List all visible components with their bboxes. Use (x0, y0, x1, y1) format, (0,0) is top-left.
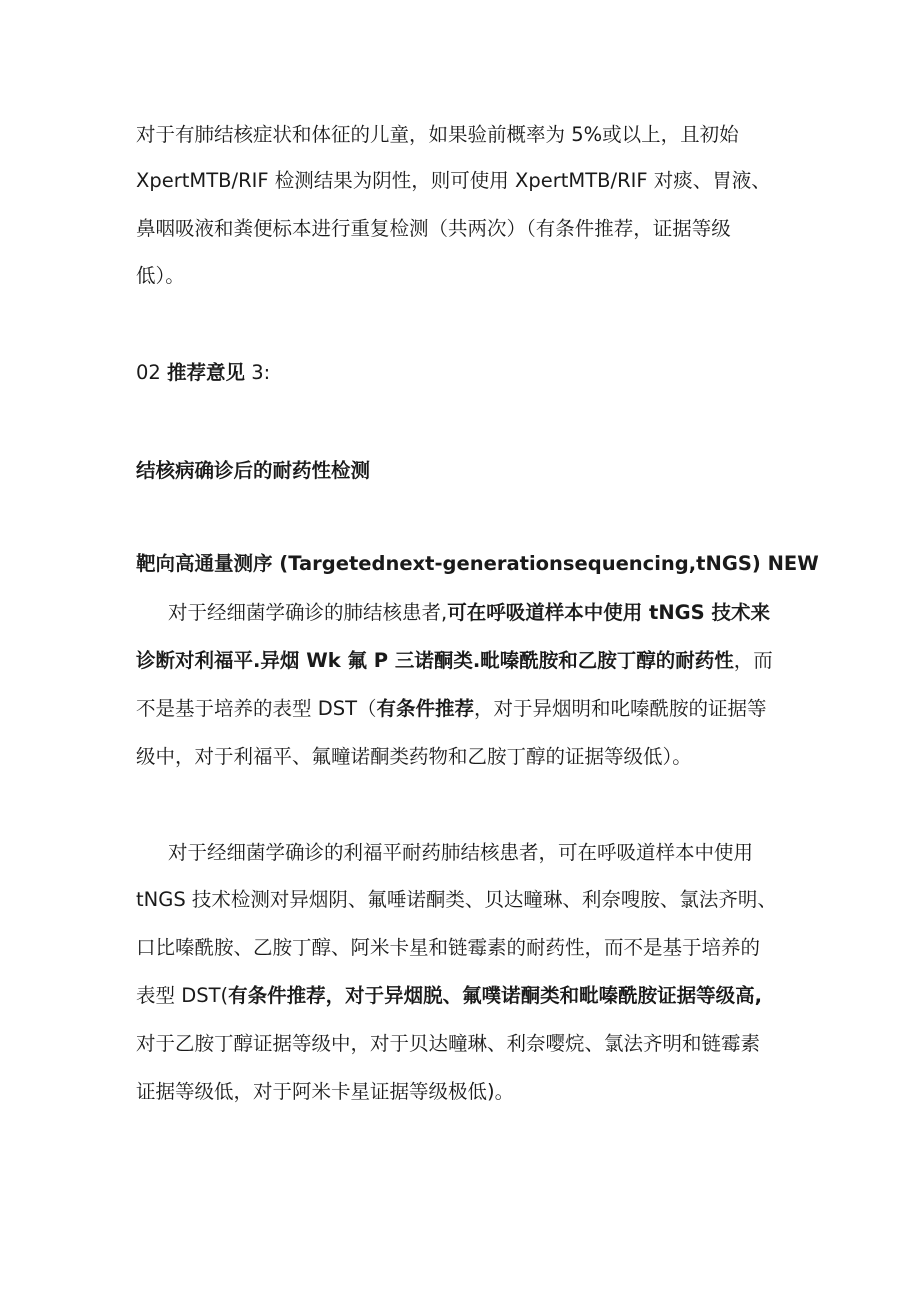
para1-line-1: 对于有肺结核症状和体征的儿童，如果验前概率为 5%或以上，且初始 (136, 123, 739, 146)
para3-line-6: 证据等级低，对于阿米卡星证据等级极低)。 (136, 1080, 515, 1103)
para3-line-5: 对于乙胺丁醇证据等级中，对于贝达疃琳、利奈嘤烷、氯法齐明和链霉素 (136, 1032, 761, 1055)
para3-line-2: tNGS 技术检测对异烟阴、氟唾诺酮类、贝达疃琳、利奈嗖胺、氯法齐明、 (136, 888, 777, 911)
para3-line-3: 口比嗪酰胺、乙胺丁醇、阿米卡星和链霉素的耐药性，而不是基于培养的 (136, 936, 761, 959)
para3-l4-bold: 有条件推荐，对于异烟脱、氟噗诺酮类和毗嗪酰胺证据等级高, (228, 984, 763, 1007)
rec3-suffix: 3: (245, 361, 271, 384)
recommendation-3-heading (136, 358, 270, 388)
para2-l1-bold: 可在呼吸道样本中使用 tNGS 技术来 (447, 601, 770, 624)
tngs-heading: 靶向高通量测序 (Targetednext-generationsequencing,tNGS) NEW (136, 552, 819, 575)
para3-line-1: 对于经细菌学确诊的利福平耐药肺结核患者，可在呼吸道样本中使用 (168, 841, 754, 864)
para1-line-2: XpertMTB/RIF 检测结果为阴性，则可使用 XpertMTB/RIF 对痰、胃液、 (136, 169, 771, 192)
para1-line-4: 低）。 (136, 264, 185, 287)
para2-line-3 (136, 694, 767, 724)
para2-l2-normal: ，而 (733, 649, 773, 672)
section-title: 结核病确诊后的耐药性检测 (136, 459, 371, 482)
para1-line-3: 鼻咽吸液和粪便标本进行重复检测（共两次）（有条件推荐，证据等级 (136, 217, 731, 240)
para2-l3-tail: ，对于异烟明和叱嗪酰胺的证据等 (474, 697, 767, 720)
rec3-label: 推荐意见 (167, 361, 246, 384)
para2-line-1 (168, 598, 770, 628)
para3-l4-normal: 表型 DST( (136, 984, 229, 1007)
para2-line-4: 级中，对于利福平、氟疃诺酮类药物和乙胺丁醇的证据等级低）。 (136, 745, 692, 768)
para2-l3-normal: 不是基于培养的表型 DST（ (136, 697, 377, 720)
para2-line-2 (136, 646, 773, 676)
para2-l3-bold: 有条件推荐 (376, 697, 475, 720)
para3-line-4 (136, 981, 762, 1011)
rec3-prefix: 02 (136, 361, 168, 384)
para2-l2-bold: 诊断对利福平.异烟 Wk 氟 P 三诺酮类.毗嗪酰胺和乙胺丁醇的耐药性 (136, 649, 734, 672)
para2-l1-normal: 对于经细菌学确诊的肺结核患者, (168, 601, 448, 624)
